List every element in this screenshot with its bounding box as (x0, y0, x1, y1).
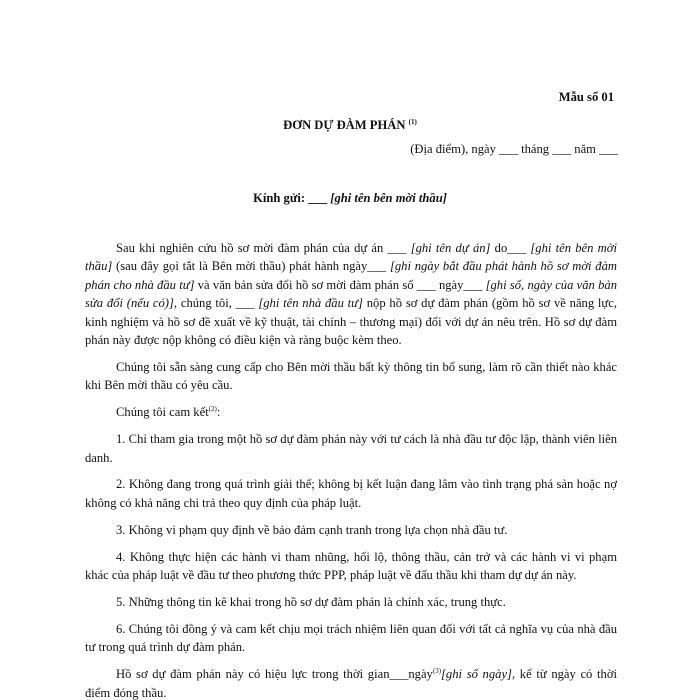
intro-placeholder-investor: [ghi tên nhà đầu tư] (258, 296, 363, 311)
commit-colon: : (216, 405, 221, 420)
form-number: Mẫu số 01 (558, 90, 614, 104)
title-footnote-ref: (1) (408, 117, 417, 126)
validity-text-1: Hồ sơ dự đàm phán này có hiệu lực trong thời gian___ngày (116, 667, 433, 682)
commit-footnote-ref: (2) (208, 405, 217, 414)
addressee-placeholder: [ghi tên bên mời thầu] (330, 191, 447, 205)
commitment-item-2: 2. Không đang trong quá trình giải thể; không bị kết luận đang lâm vào tình trạng phá sản hoặc nợ không có khả năng chi trả theo quy định của pháp luật. (85, 477, 617, 510)
intro-text-3: (sau đây gọi tắt là Bên mời thầu) phát hành ngày___ (112, 259, 390, 274)
intro-paragraph (85, 239, 617, 349)
document-body (85, 239, 617, 700)
intro-placeholder-inviter: [ghi tên bên mời thầu] (85, 241, 617, 274)
intro-placeholder-project: [ghi tên dự án] (410, 241, 491, 255)
commitment-item-5: 5. Những thông tin kê khai trong hồ sơ dự đàm phán là chính xác, trung thực. (116, 595, 506, 609)
validity-paragraph (85, 665, 617, 700)
intro-text-5: , chúng tôi, ___ (173, 296, 259, 311)
commit-lead (85, 403, 617, 421)
commitment-item-1: 1. Chỉ tham gia trong một hồ sơ dự đàm phán này với tư cách là nhà đầu tư độc lập, thành viên liên danh. (85, 432, 617, 465)
intro-text-2: do___ (490, 241, 531, 255)
commitment-item-4: 4. Không thực hiện các hành vi tham nhũng, hối lộ, thông thầu, cản trở và các hành vi vi phạm khác của pháp luật về đầu tư theo phương thức PPP, pháp luật về đấu thầu khi tham dự dự án này. (85, 549, 617, 583)
validity-text-2: , kể từ ngày có thời điểm đóng thầu. (85, 667, 617, 700)
validity-placeholder-days: [ghi số ngày] (441, 667, 512, 682)
document-title (0, 118, 700, 133)
supply-paragraph: Chúng tôi sẵn sàng cung cấp cho Bên mời thầu bất kỳ thông tin bổ sung, làm rõ cần thiết nào khác khi Bên mời thầu có yêu cầu. (85, 359, 617, 393)
place-date-line: (Địa điểm), ngày ___ tháng ___ năm ___ (410, 142, 618, 156)
validity-footnote-ref: (3) (432, 667, 442, 676)
commitment-item-6: 6. Chúng tôi đồng ý và cam kết chịu mọi trách nhiệm liên quan đối với tất cả nghĩa vụ của nhà đầu tư trong quá trình dự đàm phán. (85, 621, 617, 655)
intro-text-6: nộp hồ sơ dự đàm phán (gồm hồ sơ về năng lực, kinh nghiệm và hồ sơ đề xuất về kỹ thuật, tài chính – thương mại) đối với dự án nêu trên. Hồ sơ dự đàm phán này được nộp không có điều kiện và ràng buộc kèm theo. (85, 296, 617, 348)
intro-text-1: Sau khi nghiên cứu hồ sơ mời đàm phán của dự án ___ (116, 241, 411, 255)
addressee-line (0, 191, 700, 206)
commit-lead-text: Chúng tôi cam kết (116, 405, 209, 420)
title-text: ĐƠN DỰ ĐÀM PHÁN (283, 118, 406, 132)
intro-text-4: và văn bản sửa đổi hồ sơ mời đàm phán số ___ ngày___ (194, 277, 486, 292)
intro-placeholder-amendment: [ghi số, ngày của văn bản sửa đổi (nếu có)] (85, 277, 617, 311)
addressee-label: Kính gửi: ___ (253, 191, 331, 205)
commitment-item-3: 3. Không vi phạm quy định về bảo đảm cạnh tranh trong lựa chọn nhà đầu tư. (116, 522, 508, 537)
intro-placeholder-issue-date: [ghi ngày bắt đầu phát hành hồ sơ mời đàm phán cho nhà đầu tư] (85, 259, 618, 292)
